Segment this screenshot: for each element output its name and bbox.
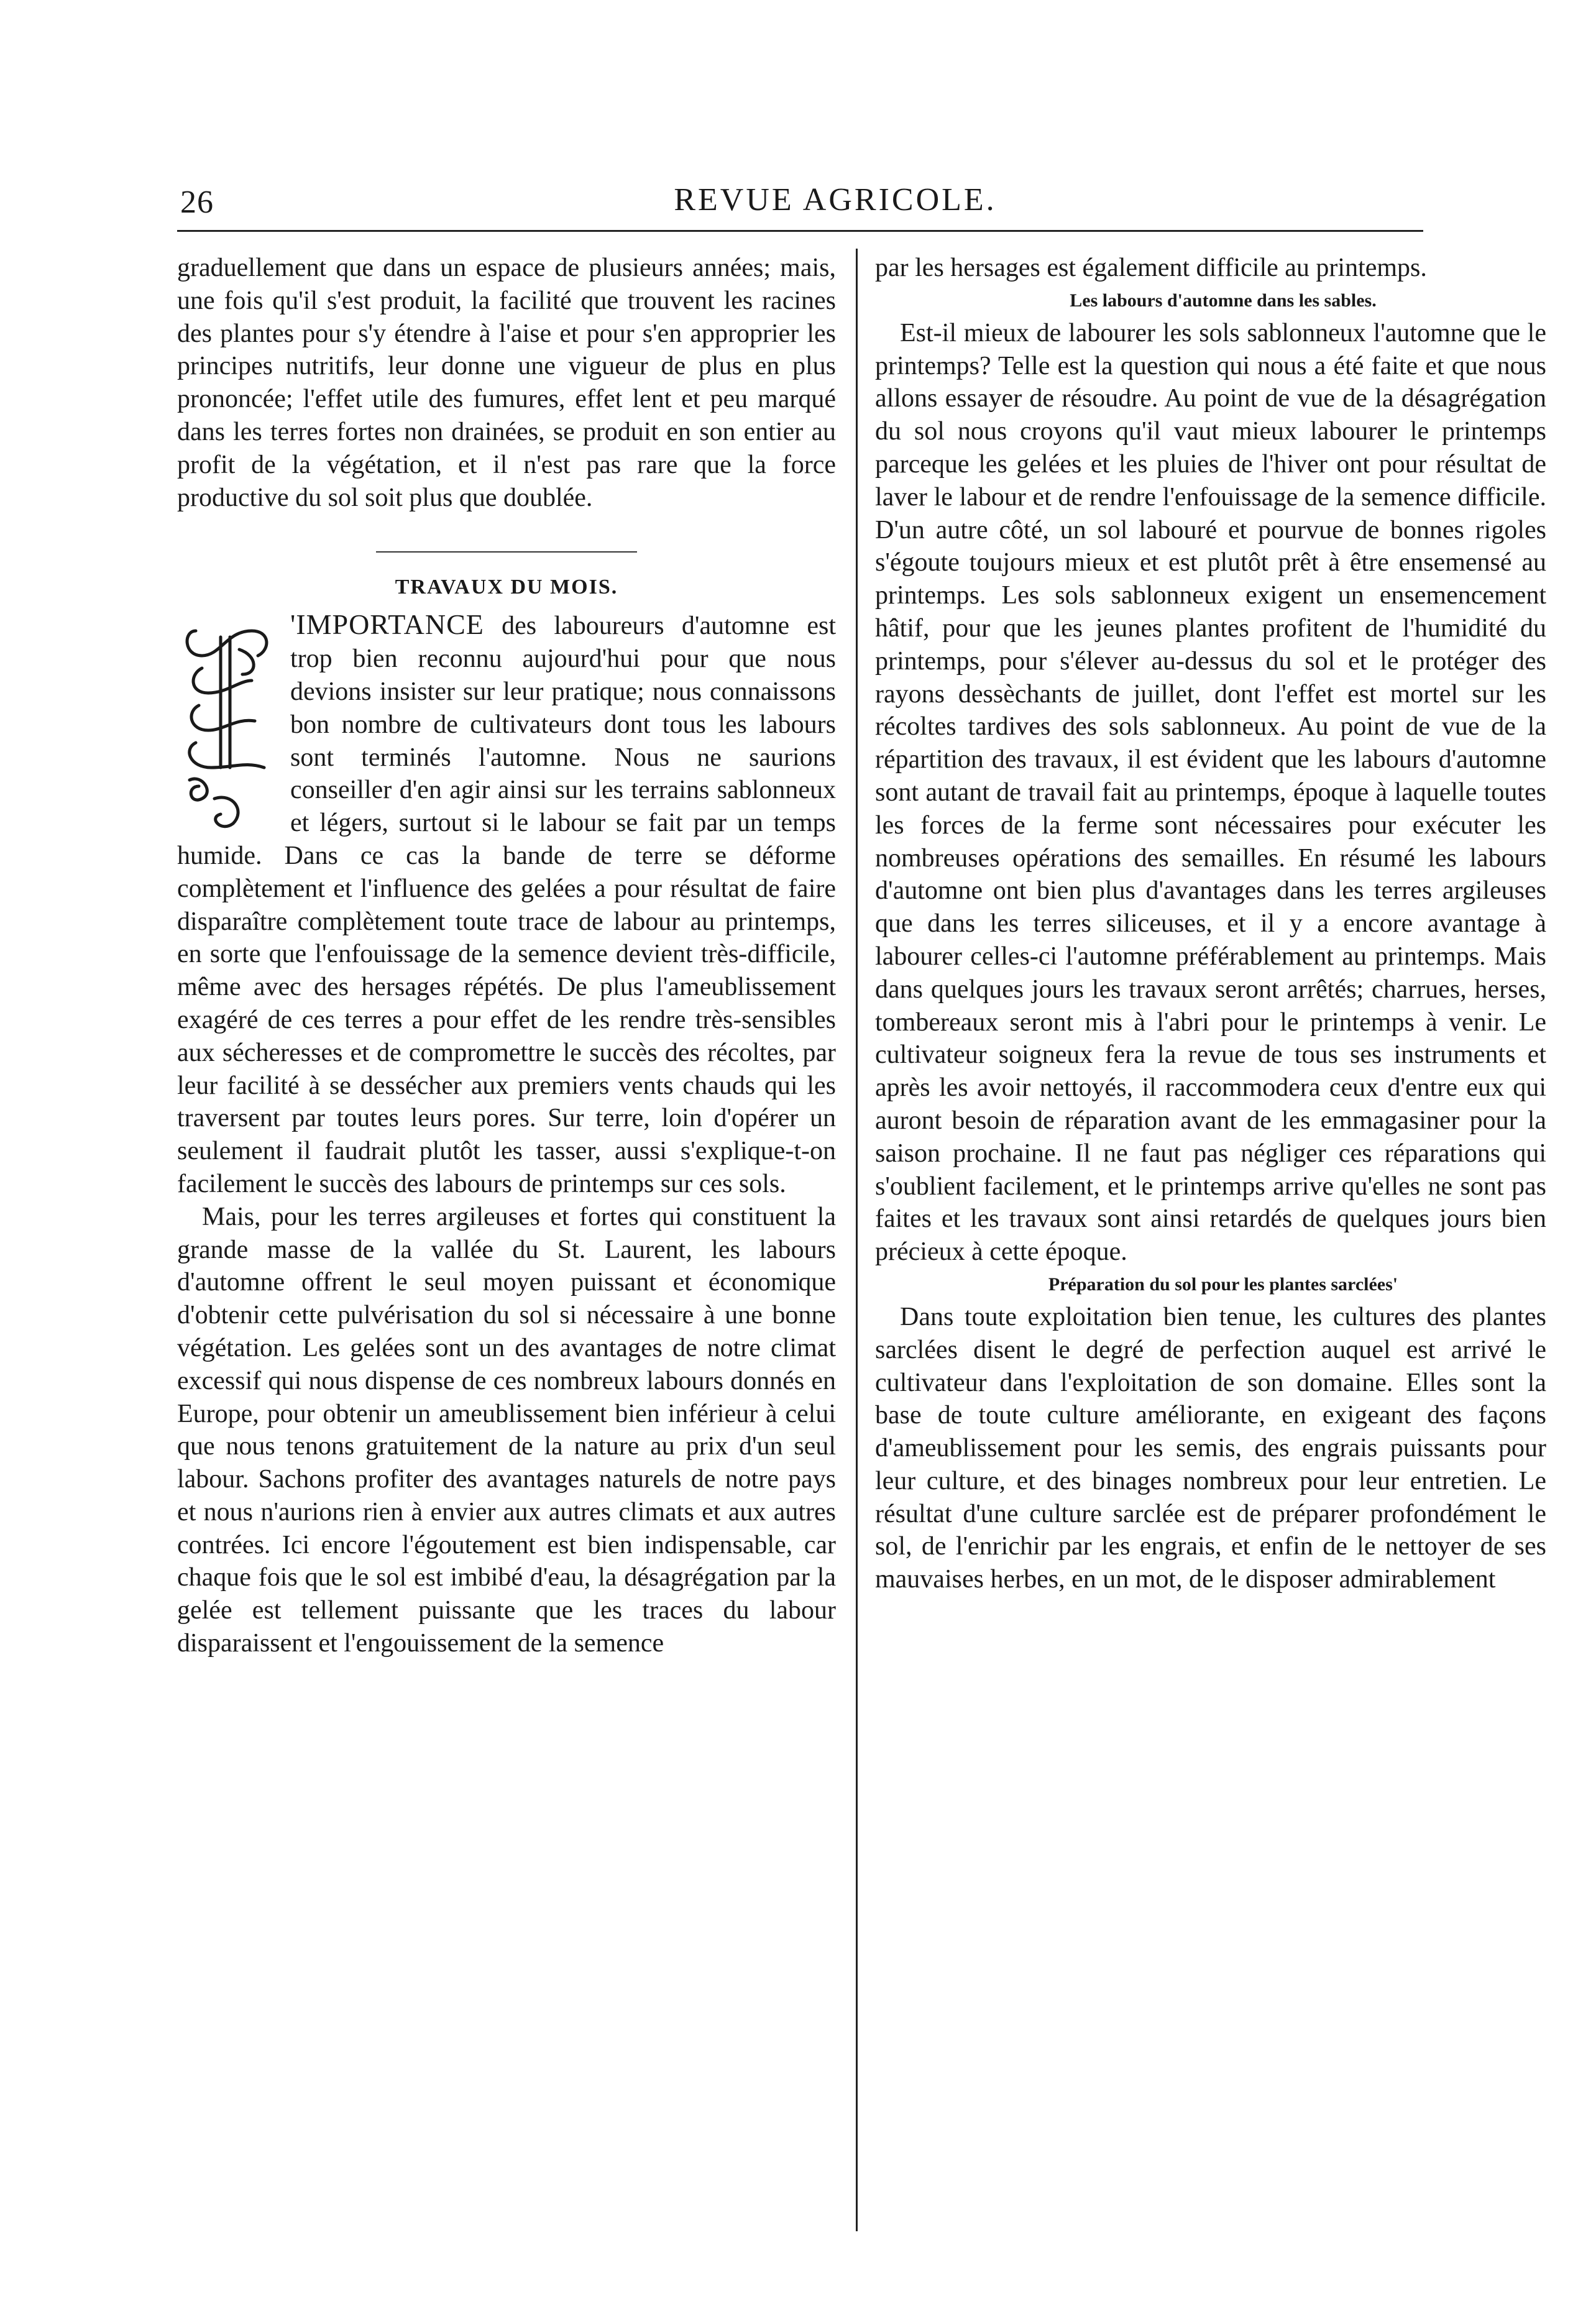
header-rule [177, 230, 1423, 232]
paragraph: Est-il mieux de labourer les sols sablonneux l'automne que le printemps? Telle est la question qui nous a été faite et que nous allons essayer de résoudre. Au point de vue de la désagrégation du sol nous croyons qu'il vaut mieux labourer le printemps parceque les gelées et les pluies de l'hiver ont pour résultat de laver le labour et de rendre l'enfouissage de la semence difficile. D'un autre côté, un sol labouré et pourvue de bonnes rigoles s'égoute toujours mieux et est plutôt prêt à être ensemensé au printemps. Les sols sablonneux exigent un ensemencement hâtif, pour que les jeunes plantes profitent de l'humidité du printemps, pour s'élever au-dessus du sol et le protéger des rayons dessèchants de juillet, dont l'effet est mortel sur les récoltes tardives des sols sablonneux. Au point de vue de la répartition des travaux, il est évident que les labours d'automne sont autant de travail fait au printemps, époque à laquelle toutes les forces de la ferme sont nécessaires pour exécuter les nombreuses opérations des semailles. En résumé les labours d'automne ont bien plus d'avantages dans les terres argileuses que dans les terres siliceuses, et il y a encore avantage à labourer celles-ci l'automne préférablement au printemps. Mais dans quelques jours les travaux seront arrêtés; charrues, herses, tombereaux seront mis à l'abri pour le printemps à venir. Le cultivateur soigneux fera la revue de tous ses instruments et après les avoir nettoyés, il raccommodera ceux d'entre eux qui auront besoin de réparation avant de les emmagasiner pour la saison prochaine. Il ne faut pas négliger ces réparations qui s'oublient facilement, et le printemps arrive qu'elles ne sont pas faites et les travaux sont ainsi retardés de quelques jours bien précieux à cette époque. [875, 318, 1546, 1267]
ornamental-dropcap-icon [177, 612, 277, 836]
subheading-sandy-soils: Les labours d'automne dans les sables. [1070, 290, 1377, 311]
section-title: TRAVAUX DU MOIS. [395, 576, 618, 599]
running-title: REVUE AGRICOLE. [674, 182, 997, 218]
continued-paragraph: graduellement que dans un espace de plusieurs années; mais, une fois qu'il s'est produit, la facilité que trouvent les racines des plantes pour s'y étendre à l'aise et pour s'en approprier les principes nutritifs, leur donne une vigueur de plus en plus prononcée; l'effet utile des fumures, effet lent et peu marqué dans les terres fortes non drainées, se produit en son entier au profit de la végétation, et il n'est pas rare que la force productive du sol soit plus que doublée. [177, 254, 836, 512]
opening-paragraph [177, 608, 836, 1200]
continued-paragraph: par les hersages est également difficile au printemps. [875, 254, 1427, 282]
left-column [177, 252, 836, 1660]
right-column [875, 252, 1546, 1596]
paragraph: Dans toute exploitation bien tenue, les cultures des plantes sarclées disent le degré de perfection auquel est arrivé le cultivateur dans l'exploitation de son domaine. Elles sont la base de toute culture améliorante, en exigeant des façons d'ameublissement pour les semis, des engrais puissants pour leur culture, et des binages nombreux pour leur entretien. Le résultat d'une culture sarclée est de préparer profondément le sol, de l'enrichir par les engrais, et enfin de le nettoyer de ses mauvaises herbes, en un mot, de le disposer admirablement [875, 1302, 1546, 1594]
column-divider [856, 249, 858, 2231]
lead-word: 'IMPORTANCE [290, 608, 484, 641]
paragraph-text: des laboureurs d'automne est trop bien reconnu aujourd'hui pour que nous devions insister sur leur pratique; nous connaissons bon nombre de cultivateurs dont tous les labours sont terminés l'automne. Nous ne saurions conseiller d'en agir ainsi sur les terrains sablonneux et légers, surtout si le labour se fait par un temps humide. Dans ce cas la bande de terre se déforme complètement et l'influence des gelées a pour résultat de faire disparaître complètement toute trace de labour au printemps, en sorte que l'enfouissage de la semence devient très-difficile, même avec des hersages répétés. De plus l'ameublissement exagéré de ces terres a pour effet de les rendre très-sensibles aux sécheresses et de compromettre le succès des récoltes, par leur facilité à se dessécher aux premiers vents chauds qui les traversent par toutes leurs pores. Sur terre, loin d'opérer un seulement il faudrait plutôt les tasser, aussi s'explique-t-on facilement le succès des labours de printemps sur ces sols. [177, 612, 837, 1198]
paragraph: Mais, pour les terres argileuses et fortes qui constituent la grande masse de la vallée du St. Laurent, les labours d'automne offrent le seul moyen puissant et économique d'obtenir cette pulvérisation du sol si nécessaire à une bonne végétation. Les gelées sont un des avantages de notre climat excessif qui nous dispense de ces nombreux labours donnés en Europe, pour obtenir un ameublissement bien inférieur à celui que nous tenons gratuitement de la nature au prix d'un seul labour. Sachons profiter des avantages naturels de notre pays et nous n'aurions rien à envier aux autres climats et aux autres contrées. Ici encore l'égoutement est bien indispensable, car chaque fois que le sol est imbibé d'eau, la désagrégation par la gelée est tellement puissante que les traces du labour disparaissent et l'engouissement de la semence [177, 1202, 836, 1658]
subheading-row-crops: Préparation du sol pour les plantes sarclées' [1048, 1273, 1398, 1295]
page-number: 26 [180, 185, 214, 220]
section-divider [376, 551, 637, 553]
